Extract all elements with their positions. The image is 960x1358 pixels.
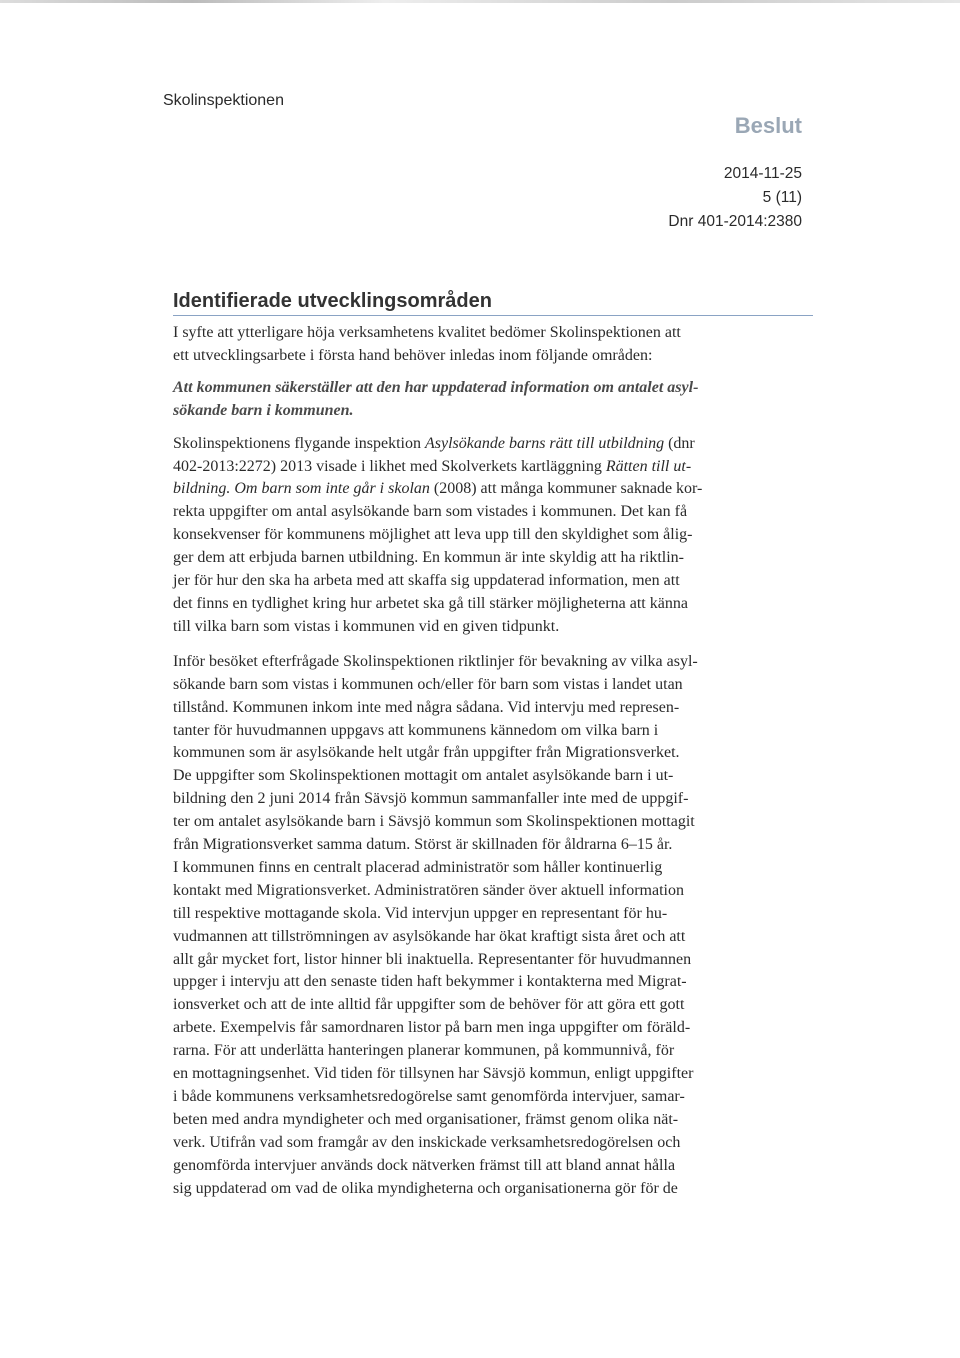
text-line: arbete. Exempelvis får samordnaren listor på barn men inga uppgifter om föräld- [173, 1019, 691, 1037]
text-line: ter om antalet asylsökande barn i Sävsjö kommun som Skolinspektionen mottagit [173, 813, 695, 831]
text-line: kommunen som är asylsökande helt utgår från uppgifter från Migrationsverket. [173, 744, 680, 762]
text-line: i både kommunens verksamhetsredogörelse samt genomförda intervjuer, samar- [173, 1088, 685, 1105]
text-line: Skolinspektionens flygande inspektion Asylsökande barns rätt till utbildning (dnr [173, 434, 695, 452]
text-line: beten med andra myndigheter och med organisationer, främst genom olika nät- [173, 1110, 679, 1128]
text-line: sig uppdaterad om vad de olika myndigheterna och organisationerna gör för de [173, 1179, 678, 1197]
text-line: rekta uppgifter om antal asylsökande barn som vistades i kommunen. Det kan få [173, 503, 688, 521]
text-line: tanter för huvudmannen uppgavs att kommunens kännedom om vilka barn i [173, 721, 659, 739]
text-line: allt går mycket fort, listor hinner bli inaktuella. Representanter för huvudmannen [173, 950, 692, 968]
document-body [173, 322, 813, 1201]
text-line: det finns en tydlighet kring hur arbetet ska gå till stärker möjligheterna att känna [173, 594, 688, 612]
report-title: Asylsökande barns rätt till utbildning [424, 434, 665, 452]
text-line: sökande barn som vistas i kommunen och/eller för barn som vistas i landet utan [173, 675, 683, 693]
text-line: rarna. För att underlätta hanteringen planerar kommunen, på kommunnivå, för [173, 1042, 675, 1060]
intro-paragraph [173, 322, 813, 368]
text-line: ger dem att erbjuda barnen utbildning. En kommun är inte skyldig att ha riktlin- [173, 549, 684, 567]
text-line: Inför besöket efterfrågade Skolinspektionen riktlinjer för bevakning av vilka asyl- [173, 652, 698, 670]
text-line: De uppgifter som Skolinspektionen mottagit om antalet asylsökande barn i ut- [173, 767, 674, 785]
report-title: Rätten till ut- [605, 457, 692, 475]
text-line: ionsverket och att de inte alltid får uppgifter som de behöver för att göra ett gott [173, 996, 685, 1014]
text-line: Att kommunen säkerställer att den har uppdaterad information om antalet asyl- [173, 378, 699, 396]
text-line: 402-2013:2272) 2013 visade i likhet med Skolverkets kartläggning Rätten till ut- [173, 457, 692, 475]
document-meta [668, 162, 802, 234]
case-number: Dnr 401-2014:2380 [668, 213, 802, 230]
organization-name: Skolinspektionen [163, 92, 284, 109]
text-line: från Migrationsverket samma datum. Störst är skillnaden för åldrarna 6–15 år. [173, 836, 673, 854]
document-type: Beslut [734, 113, 802, 138]
text-line: genomförda intervjuer används dock nätverken främst till att bland annat hålla [173, 1156, 676, 1174]
text-line: konsekvenser för kommunens möjlighet att leva upp till den skyldighet som ålig- [173, 526, 693, 544]
text-line: uppger i intervju att den senaste tiden haft bekymmer i kontakterna med Migrat- [173, 973, 687, 991]
text-line: till respektive mottagande skola. Vid intervjun uppger en representant för hu- [173, 904, 668, 922]
report-title: bildning. Om barn som inte går i skolan [173, 480, 430, 498]
text-line: vudmannen att tillströmningen av asylsökande har ökat kraftigt sista året och att [173, 927, 686, 945]
text-line: till vilka barn som vistas i kommunen vid en given tidpunkt. [173, 617, 560, 635]
section-heading: Identifierade utvecklingsområden [173, 290, 813, 316]
text-line: sökande barn i kommunen. [173, 401, 354, 419]
scan-edge [0, 0, 960, 3]
text-line: verk. Utifrån vad som framgår av den inskickade verksamhetsredogörelsen och [173, 1133, 681, 1151]
text-line: I kommunen finns en centralt placerad administratör som håller kontinuerlig [173, 858, 663, 876]
paragraph-background [173, 433, 813, 639]
text-line: tillstånd. Kommunen inkom inte med några sådana. Vid intervju med represen- [173, 698, 680, 716]
page-number: 5 (11) [762, 189, 802, 206]
text-line: en mottagningsenhet. Vid tiden för tillsynen har Sävsjö kommun, enligt uppgifter [173, 1065, 694, 1083]
text-line: bildning. Om barn som inte går i skolan (2008) att många kommuner saknade kor- [173, 480, 703, 498]
document-date: 2014-11-25 [723, 165, 802, 182]
finding-statement [173, 377, 813, 423]
paragraph-findings [173, 651, 813, 1201]
text-line: I syfte att ytterligare höja verksamhetens kvalitet bedömer Skolinspektionen att [173, 324, 681, 341]
text-line: bildning den 2 juni 2014 från Sävsjö kommun sammanfaller inte med de uppgif- [173, 790, 689, 808]
text-line: ett utvecklingsarbete i första hand behöver inledas inom följande områden: [173, 346, 653, 364]
text-line: jer för hur den ska ha arbeta med att skaffa sig uppdaterad information, men att [173, 572, 680, 590]
text-line: kontakt med Migrationsverket. Administratören sänder över aktuell information [173, 881, 684, 899]
